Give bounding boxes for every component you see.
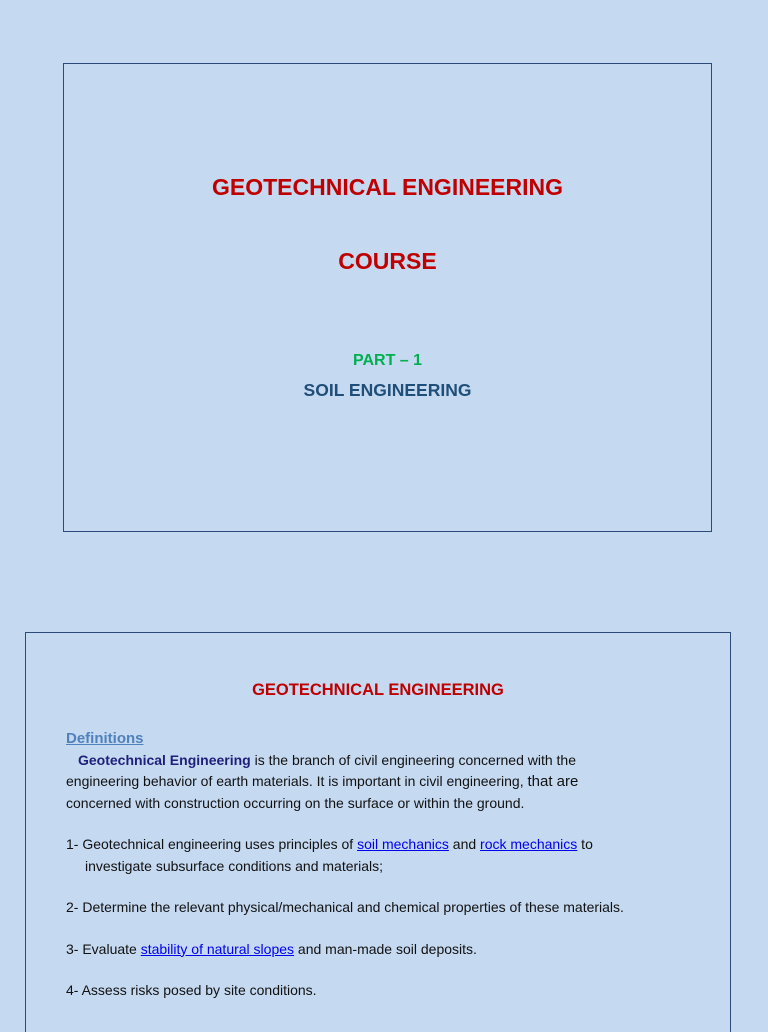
- slide-subtitle: SOIL ENGINEERING: [303, 380, 472, 400]
- soil-mechanics-link[interactable]: soil mechanics: [357, 836, 449, 852]
- slide-title-line-2: COURSE: [338, 248, 437, 274]
- rock-mechanics-link[interactable]: rock mechanics: [480, 836, 578, 852]
- definition-text-d: concerned with construction occurring on the surface or within the ground.: [66, 794, 525, 811]
- item-1-prefix: 1- Geotechnical engineering uses principles of: [66, 836, 358, 852]
- title-slide: [63, 63, 712, 532]
- slide-2-title: GEOTECHNICAL ENGINEERING: [252, 681, 504, 699]
- definitions-slide: [25, 632, 731, 1032]
- list-item-1: [66, 834, 716, 877]
- list-item-4: 4- Assess risks posed by site conditions.: [66, 982, 317, 998]
- stability-of-natural-slopes-link[interactable]: stability of natural slopes: [140, 940, 295, 957]
- definition-text-b: engineering behavior of earth materials. It is important in civil engineering,: [66, 773, 528, 789]
- definitions-heading: Definitions: [66, 730, 144, 747]
- definition-text-a: is the branch of civil engineering concerned with the: [250, 751, 577, 768]
- list-item-3: [66, 939, 716, 961]
- item-1-mid: and: [448, 836, 481, 852]
- list-item-2: 2- Determine the relevant physical/mechanical and chemical properties of these materials.: [66, 899, 624, 915]
- definition-term: Geotechnical Engineering: [78, 751, 251, 768]
- definition-text-c: that are: [527, 773, 579, 790]
- definition-paragraph: [66, 750, 716, 815]
- slide-2-content: [66, 728, 716, 1002]
- item-3-prefix: 3- Evaluate: [66, 940, 141, 957]
- part-label: PART – 1: [352, 352, 423, 369]
- item-3-suffix: and man-made soil deposits.: [294, 940, 477, 957]
- item-1-line-2: investigate subsurface conditions and materials;: [85, 857, 384, 874]
- item-1-suffix: to: [577, 836, 593, 852]
- slide-title-line-1: GEOTECHNICAL ENGINEERING: [212, 174, 563, 200]
